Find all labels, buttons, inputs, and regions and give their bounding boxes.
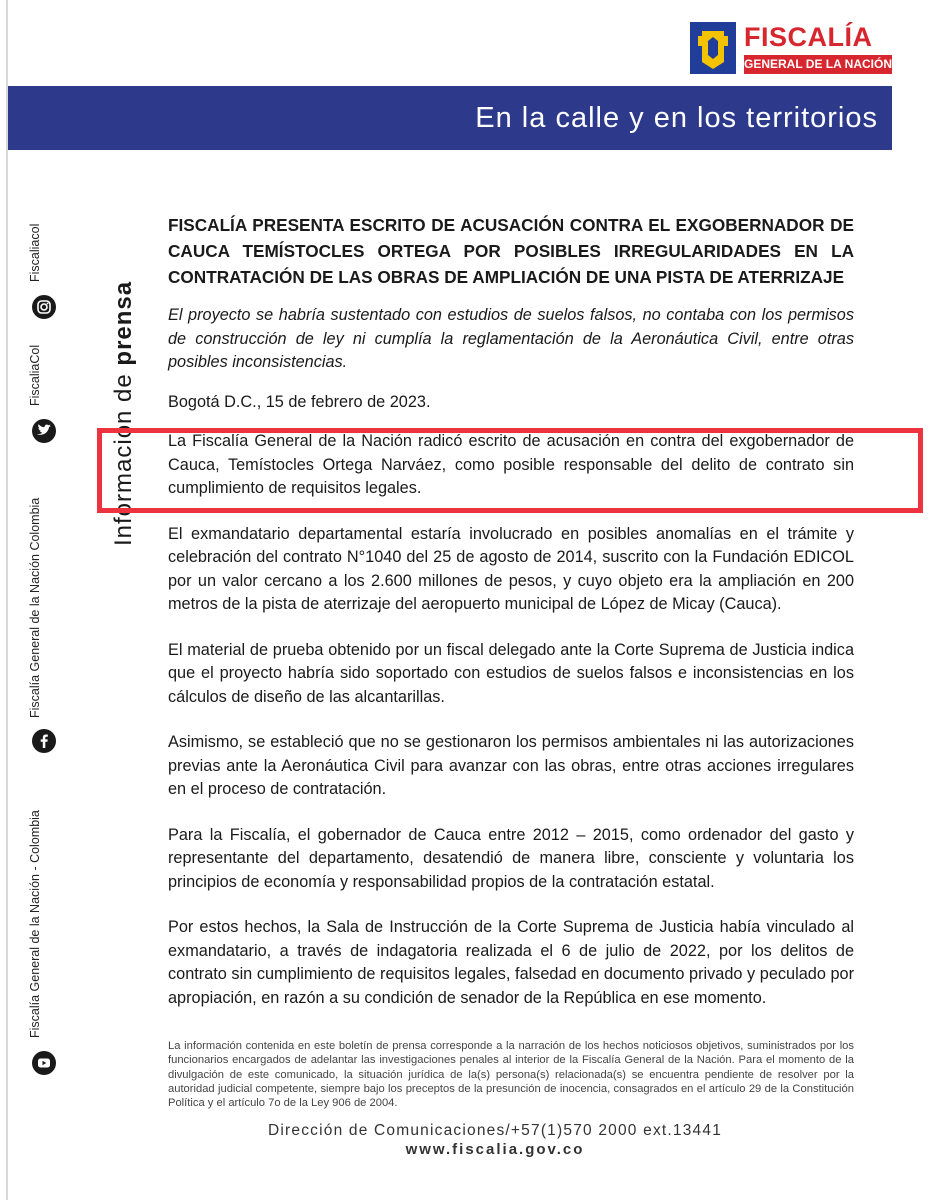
website-link[interactable]: www.fiscalia.gov.co bbox=[405, 1141, 585, 1158]
press-info-light: Información de bbox=[110, 365, 137, 546]
instagram-handle[interactable]: Fiscaliacol bbox=[28, 223, 42, 282]
banner-slogan: En la calle y en los territorios bbox=[475, 102, 878, 134]
header-banner bbox=[8, 86, 892, 150]
facebook-page[interactable]: Fiscalía General de la Nación Colombia bbox=[28, 497, 42, 718]
twitter-handle[interactable]: FiscaliaCol bbox=[28, 344, 42, 406]
logo-subtitle: GENERAL DE LA NACIÓN bbox=[744, 55, 892, 74]
youtube-channel[interactable]: Fiscalía General de la Nación - Colombia bbox=[28, 810, 42, 1038]
paragraph-2: El exmandatario departamental estaría involucrado en posibles anomalías en el trámite y celebración del contrato N°1040 del 25 de agosto de 2014, suscrito con la Fundación EDICOL por un valor cercano a los 2.600 millones de pesos, y cuyo objeto era la ampliación en 200 metros de la pista de aterrizaje del aeropuerto municipal de López de Micay (Cauca). bbox=[168, 524, 854, 613]
highlight-annotation bbox=[97, 428, 923, 513]
shield-icon bbox=[690, 22, 736, 74]
headline: FISCALÍA PRESENTA ESCRITO DE ACUSACIÓN CONTRA EL EXGOBERNADOR DE CAUCA TEMÍSTOCLES ORTEGA POR POSIBLES IRREGULARIDADES EN LA CONTRATACIÓN DE LAS OBRAS DE AMPLIACIÓN DE UNA PISTA DE ATERRIZAJE bbox=[168, 215, 854, 287]
paragraph-3: El material de prueba obtenido por un fiscal delegado ante la Corte Suprema de Justicia indica que el proyecto habría sido soportado con estudios de suelos falsos e inconsistencias en los cálculos de diseño de las alcantarillas. bbox=[168, 640, 854, 706]
logo-title: FISCALÍA bbox=[744, 22, 873, 52]
paragraph-4: Asimismo, se estableció que no se gestionaron los permisos ambientales ni las autorizaciones previas ante la Aeronáutica Civil para avanzar con las obras, entre otras acciones irregulares en el proceso de contratación. bbox=[168, 733, 854, 798]
dateline: Bogotá D.C., 15 de febrero de 2023. bbox=[168, 392, 431, 411]
lead-summary: El proyecto se habría sustentado con estudios de suelos falsos, no contaba con los permisos de construcción de ley ni cumplía la reglamentación de la Aeronáutica Civil, entre otras posibles inconsistencias. bbox=[168, 306, 854, 371]
youtube-icon[interactable] bbox=[31, 1050, 57, 1076]
paragraph-6: Por estos hechos, la Sala de Instrucción de la Corte Suprema de Justicia había vinculado al exmandatario, a través de indagatoria realizada el 6 de julio de 2022, por los delitos de contrato sin cumplimiento de requisitos legales, falsedad en documento privado y peculado por apropiación, en razón a su condición de senador de la República en ese momento. bbox=[168, 918, 854, 1007]
page-edge bbox=[6, 0, 8, 1200]
facebook-icon[interactable] bbox=[31, 728, 57, 754]
press-release-body bbox=[168, 212, 854, 1032]
press-info-bold: prensa bbox=[110, 280, 137, 366]
contact-line: Dirección de Comunicaciones/+57(1)570 2000 ext.13441 bbox=[267, 1122, 723, 1139]
instagram-icon[interactable] bbox=[31, 294, 57, 320]
twitter-icon[interactable] bbox=[31, 418, 57, 444]
fiscalia-logo bbox=[690, 22, 895, 76]
legal-disclaimer: La información contenida en este boletín de prensa corresponde a la narración de los hechos noticiosos objetivos, suministrados por los funcionarios encargados de adelantar las investigaciones penales al interior de la Fiscalía General de la Nación. Para el momento de la divulgación de este comunicado, la situación jurídica de la(s) persona(s) relacionada(s) se encuentra pendiente de resolver por la autoridad judicial competente, siempre bajo los preceptos de la presunción de inocencia, consagrados en el artículo 29 de la Constitución Política y el artículo 7o de la Ley 906 de 2004. bbox=[168, 1040, 854, 1110]
paragraph-1: La Fiscalía General de la Nación radicó escrito de acusación en contra del exgobernador de Cauca, Temístocles Ortega Narváez, como posible responsable del delito de contrato sin cumplimiento de requisitos legales. bbox=[168, 432, 854, 497]
paragraph-5: Para la Fiscalía, el gobernador de Cauca entre 2012 – 2015, como ordenador del gasto y representante del departamento, desatendió de manera libre, consciente y voluntaria los principios de economía y responsabilidad propios de la contratación estatal. bbox=[168, 825, 854, 891]
